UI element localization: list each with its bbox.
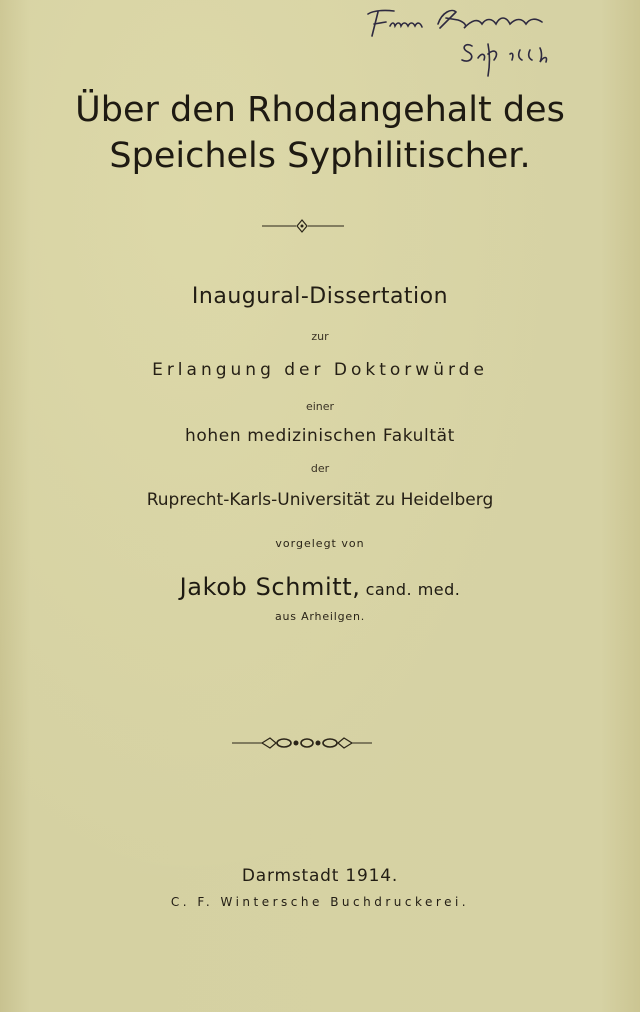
imprint-printer: C. F. Wintersche Buchdruckerei. <box>170 895 470 909</box>
title-line-2: Speichels Syphilitischer. <box>109 136 531 176</box>
text-der: der <box>310 462 330 475</box>
imprint-place-year: Darmstadt 1914. <box>241 866 399 886</box>
author-line <box>0 573 640 601</box>
text-erlangung: Erlangung der Doktorwürde <box>152 360 488 380</box>
text-vorgelegt: vorgelegt von <box>275 537 365 550</box>
chain-divider-ornament <box>0 735 640 751</box>
diamond-divider-ornament <box>0 218 640 234</box>
dissertation-heading: Inaugural-Dissertation <box>191 284 449 309</box>
text-fakultaet: hohen medizinischen Fakultät <box>185 426 455 446</box>
author-name: Jakob Schmitt, <box>179 573 361 601</box>
author-origin: aus Arheilgen. <box>274 610 366 623</box>
author-degree: cand. med. <box>365 580 461 599</box>
handwritten-signature <box>360 2 600 82</box>
text-universitaet: Ruprecht-Karls-Universität zu Heidelberg <box>146 490 494 510</box>
text-zur: zur <box>311 330 329 343</box>
title-line-1: Über den Rhodangehalt des <box>75 90 565 130</box>
text-einer: einer <box>305 400 335 413</box>
